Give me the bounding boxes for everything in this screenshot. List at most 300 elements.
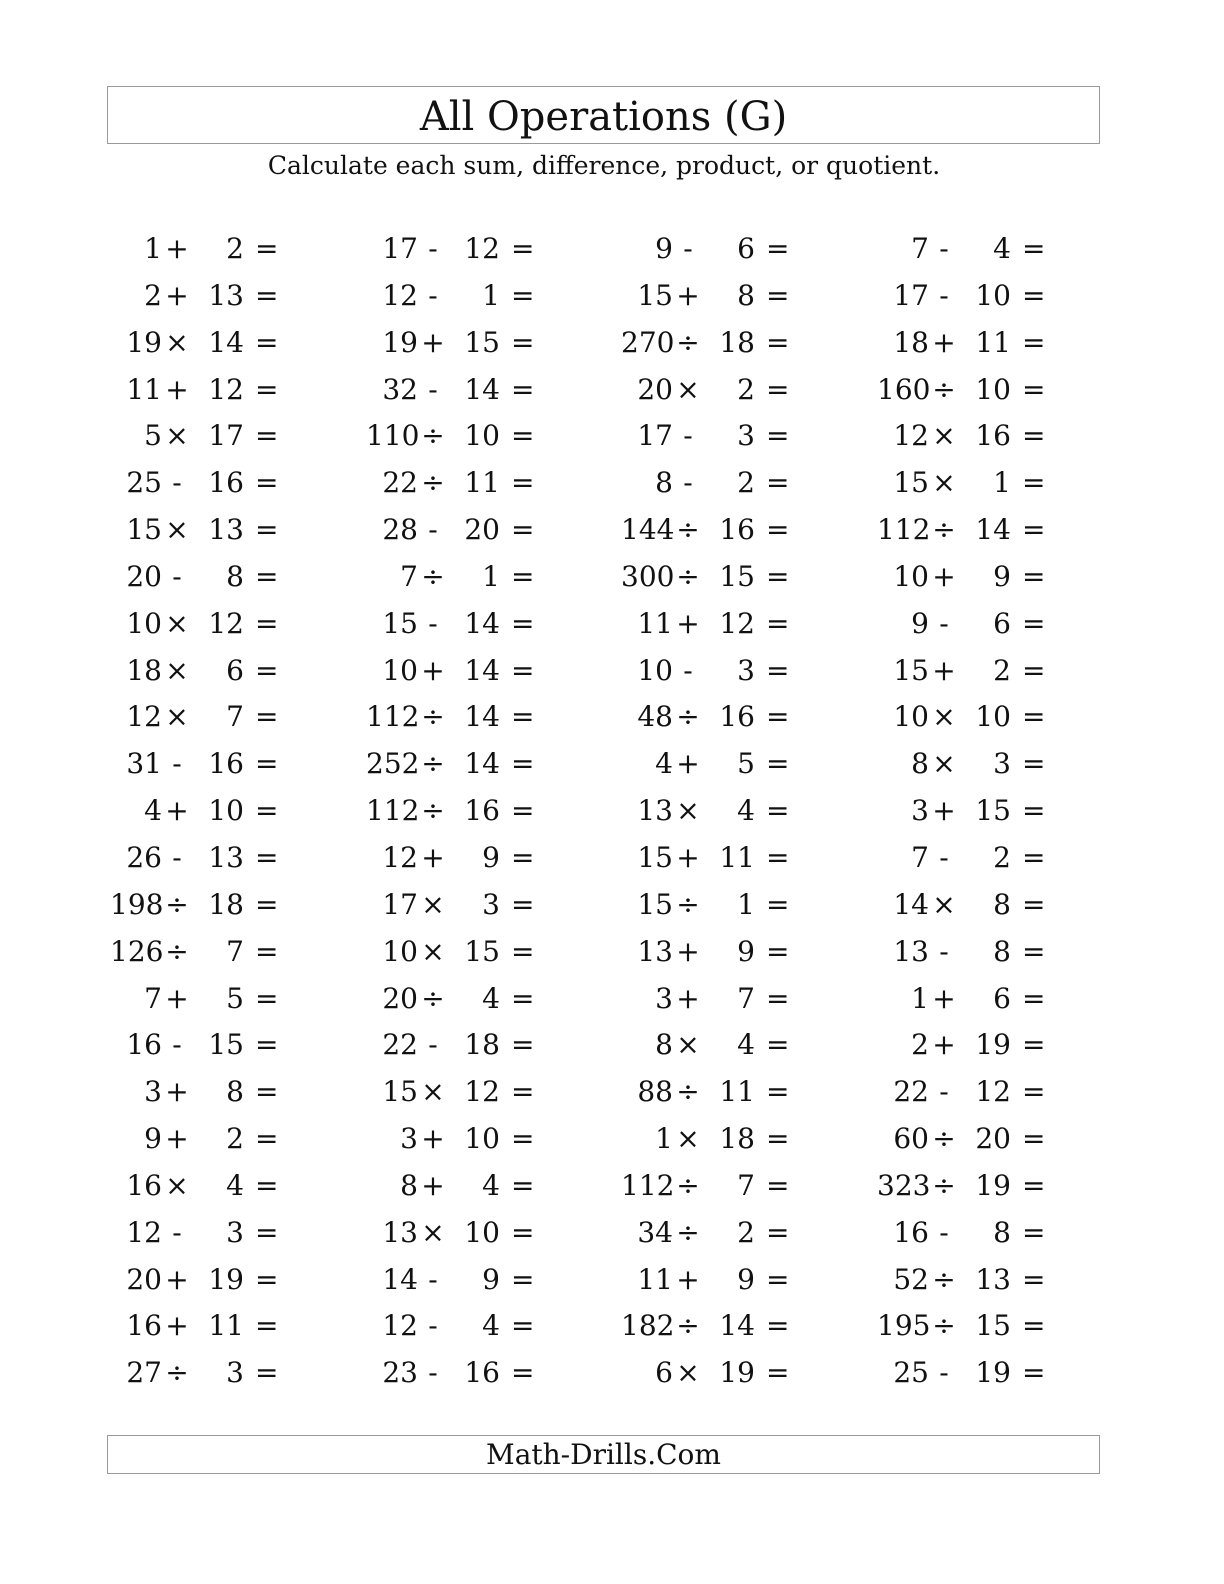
operand-b: 1 — [482, 559, 500, 593]
operator-symbol: ÷ — [676, 325, 700, 359]
equals-sign: = — [255, 1122, 279, 1156]
operator-symbol: + — [165, 981, 189, 1015]
operand-b: 15 — [464, 325, 500, 359]
operator-symbol: + — [165, 372, 189, 406]
operand-a: 20 — [126, 1262, 162, 1296]
operand-b: 9 — [737, 934, 755, 968]
operator-symbol: - — [428, 1262, 438, 1296]
operator-symbol: + — [165, 1122, 189, 1156]
operator-symbol: + — [676, 747, 700, 781]
operand-a: 270 — [621, 325, 675, 359]
operand-a: 300 — [621, 559, 675, 593]
equals-sign: = — [766, 372, 790, 406]
operand-a: 27 — [126, 1356, 162, 1390]
operator-symbol: - — [939, 1075, 949, 1109]
operand-b: 3 — [226, 1215, 244, 1249]
equals-sign: = — [511, 1168, 535, 1202]
operand-a: 198 — [110, 887, 164, 921]
operator-symbol: - — [939, 232, 949, 265]
equals-sign: = — [255, 747, 279, 781]
operand-a: 8 — [911, 747, 929, 781]
equals-sign: = — [511, 747, 535, 781]
operand-b: 14 — [975, 513, 1011, 547]
operand-b: 12 — [464, 232, 500, 265]
operator-symbol: × — [932, 747, 956, 781]
equals-sign: = — [766, 278, 790, 312]
operand-b: 18 — [719, 1122, 755, 1156]
equals-sign: = — [766, 1309, 790, 1343]
equals-sign: = — [766, 606, 790, 640]
equals-sign: = — [1022, 1075, 1046, 1109]
operand-b: 14 — [719, 1309, 755, 1343]
operand-a: 2 — [144, 278, 162, 312]
operand-b: 11 — [719, 1075, 755, 1109]
equals-sign: = — [1022, 887, 1046, 921]
operand-b: 4 — [226, 1168, 244, 1202]
equals-sign: = — [766, 1215, 790, 1249]
equals-sign: = — [1022, 1215, 1046, 1249]
operand-b: 6 — [993, 606, 1011, 640]
operand-a: 7 — [400, 559, 418, 593]
operand-a: 10 — [637, 653, 673, 687]
operand-b: 4 — [737, 1028, 755, 1062]
operator-symbol: + — [932, 1028, 956, 1062]
operand-b: 5 — [737, 747, 755, 781]
operator-symbol: ÷ — [676, 887, 700, 921]
operator-symbol: × — [932, 700, 956, 734]
operator-symbol: × — [421, 1075, 445, 1109]
operand-b: 8 — [737, 278, 755, 312]
equals-sign: = — [255, 325, 279, 359]
operator-symbol: × — [421, 934, 445, 968]
operator-symbol: ÷ — [676, 700, 700, 734]
operator-symbol: + — [165, 278, 189, 312]
operand-b: 19 — [208, 1262, 244, 1296]
operand-a: 17 — [893, 278, 929, 312]
equals-sign: = — [766, 887, 790, 921]
operand-b: 4 — [737, 794, 755, 828]
operand-a: 25 — [893, 1356, 929, 1390]
operand-b: 9 — [737, 1262, 755, 1296]
equals-sign: = — [766, 513, 790, 547]
operand-b: 16 — [464, 794, 500, 828]
operator-symbol: + — [676, 278, 700, 312]
operand-a: 15 — [382, 1075, 418, 1109]
operand-b: 8 — [226, 559, 244, 593]
operator-symbol: ÷ — [932, 1309, 956, 1343]
operand-a: 17 — [382, 887, 418, 921]
equals-sign: = — [255, 513, 279, 547]
operand-a: 9 — [655, 232, 673, 265]
operator-symbol: × — [932, 419, 956, 453]
equals-sign: = — [1022, 419, 1046, 453]
operand-b: 16 — [464, 1356, 500, 1390]
operator-symbol: - — [172, 747, 182, 781]
equals-sign: = — [255, 1309, 279, 1343]
operator-symbol: - — [172, 1215, 182, 1249]
operator-symbol: × — [165, 700, 189, 734]
operand-b: 15 — [975, 794, 1011, 828]
operand-a: 112 — [366, 794, 420, 828]
operator-symbol: ÷ — [932, 1262, 956, 1296]
operand-b: 8 — [226, 1075, 244, 1109]
operator-symbol: × — [165, 653, 189, 687]
operand-b: 16 — [208, 747, 244, 781]
equals-sign: = — [255, 232, 279, 265]
equals-sign: = — [511, 559, 535, 593]
operand-a: 195 — [877, 1309, 931, 1343]
equals-sign: = — [255, 1215, 279, 1249]
equals-sign: = — [1022, 1168, 1046, 1202]
equals-sign: = — [511, 606, 535, 640]
equals-sign: = — [511, 794, 535, 828]
operand-b: 13 — [975, 1262, 1011, 1296]
operator-symbol: ÷ — [676, 1168, 700, 1202]
operator-symbol: - — [939, 278, 949, 312]
equals-sign: = — [766, 232, 790, 265]
operand-b: 2 — [993, 840, 1011, 874]
equals-sign: = — [255, 1356, 279, 1390]
equals-sign: = — [255, 1168, 279, 1202]
operand-b: 5 — [226, 981, 244, 1015]
operand-b: 14 — [464, 747, 500, 781]
operator-symbol: + — [676, 934, 700, 968]
operator-symbol: ÷ — [421, 466, 445, 500]
operator-symbol: - — [172, 466, 182, 500]
operand-a: 11 — [126, 372, 162, 406]
equals-sign: = — [1022, 747, 1046, 781]
operand-a: 4 — [144, 794, 162, 828]
operand-a: 160 — [877, 372, 931, 406]
equals-sign: = — [511, 1075, 535, 1109]
operator-symbol: ÷ — [932, 1168, 956, 1202]
operator-symbol: + — [676, 840, 700, 874]
operand-b: 16 — [208, 466, 244, 500]
operand-b: 15 — [975, 1309, 1011, 1343]
equals-sign: = — [766, 1075, 790, 1109]
equals-sign: = — [511, 372, 535, 406]
equals-sign: = — [1022, 794, 1046, 828]
equals-sign: = — [1022, 1262, 1046, 1296]
operator-symbol: ÷ — [421, 700, 445, 734]
operand-a: 15 — [637, 887, 673, 921]
operator-symbol: ÷ — [932, 513, 956, 547]
operand-a: 22 — [382, 1028, 418, 1062]
operator-symbol: × — [165, 419, 189, 453]
operator-symbol: ÷ — [932, 372, 956, 406]
operator-symbol: - — [172, 1028, 182, 1062]
operand-b: 19 — [719, 1356, 755, 1390]
operator-symbol: - — [683, 419, 693, 453]
equals-sign: = — [255, 934, 279, 968]
operand-a: 5 — [144, 419, 162, 453]
equals-sign: = — [1022, 559, 1046, 593]
operand-a: 15 — [637, 278, 673, 312]
operator-symbol: + — [932, 653, 956, 687]
operand-b: 9 — [482, 840, 500, 874]
equals-sign: = — [255, 840, 279, 874]
operator-symbol: - — [428, 232, 438, 265]
operand-b: 15 — [719, 559, 755, 593]
operator-symbol: × — [676, 1122, 700, 1156]
operand-a: 15 — [382, 606, 418, 640]
operand-a: 17 — [382, 232, 418, 265]
operand-a: 8 — [400, 1168, 418, 1202]
equals-sign: = — [255, 372, 279, 406]
operand-a: 25 — [126, 466, 162, 500]
operator-symbol: - — [428, 1309, 438, 1343]
equals-sign: = — [511, 513, 535, 547]
operand-a: 13 — [637, 794, 673, 828]
equals-sign: = — [766, 1028, 790, 1062]
operand-b: 18 — [464, 1028, 500, 1062]
operand-a: 14 — [893, 887, 929, 921]
operand-a: 18 — [893, 325, 929, 359]
operand-b: 3 — [226, 1356, 244, 1390]
operand-a: 9 — [911, 606, 929, 640]
operand-b: 16 — [975, 419, 1011, 453]
operand-a: 16 — [893, 1215, 929, 1249]
operand-b: 20 — [975, 1122, 1011, 1156]
equals-sign: = — [511, 1356, 535, 1390]
operator-symbol: - — [428, 372, 438, 406]
operand-b: 3 — [737, 653, 755, 687]
operand-a: 182 — [621, 1309, 675, 1343]
operand-a: 2 — [911, 1028, 929, 1062]
operator-symbol: + — [676, 1262, 700, 1296]
operand-a: 23 — [382, 1356, 418, 1390]
page-title: All Operations (G) — [419, 94, 788, 140]
operand-a: 12 — [382, 840, 418, 874]
operator-symbol: × — [932, 466, 956, 500]
operand-a: 323 — [877, 1168, 931, 1202]
operand-a: 14 — [382, 1262, 418, 1296]
operand-b: 2 — [737, 466, 755, 500]
operand-a: 34 — [637, 1215, 673, 1249]
equals-sign: = — [511, 1122, 535, 1156]
equals-sign: = — [1022, 981, 1046, 1015]
operand-a: 252 — [366, 747, 420, 781]
operand-a: 28 — [382, 513, 418, 547]
equals-sign: = — [1022, 653, 1046, 687]
operand-b: 10 — [975, 372, 1011, 406]
operand-b: 15 — [208, 1028, 244, 1062]
operand-a: 9 — [144, 1122, 162, 1156]
operand-b: 19 — [975, 1356, 1011, 1390]
operator-symbol: - — [939, 1215, 949, 1249]
operand-b: 19 — [975, 1168, 1011, 1202]
operand-b: 12 — [975, 1075, 1011, 1109]
equals-sign: = — [766, 466, 790, 500]
operator-symbol: + — [676, 981, 700, 1015]
equals-sign: = — [1022, 372, 1046, 406]
operand-b: 10 — [975, 278, 1011, 312]
operand-a: 112 — [877, 513, 931, 547]
equals-sign: = — [511, 325, 535, 359]
operator-symbol: ÷ — [676, 1075, 700, 1109]
operator-symbol: × — [421, 1215, 445, 1249]
operator-symbol: ÷ — [421, 419, 445, 453]
operator-symbol: + — [165, 1309, 189, 1343]
operand-a: 16 — [126, 1168, 162, 1202]
operand-b: 12 — [719, 606, 755, 640]
equals-sign: = — [255, 606, 279, 640]
operator-symbol: + — [676, 606, 700, 640]
operator-symbol: ÷ — [676, 559, 700, 593]
operator-symbol: ÷ — [932, 1122, 956, 1156]
operand-a: 126 — [110, 934, 164, 968]
operand-b: 14 — [464, 700, 500, 734]
operand-b: 19 — [975, 1028, 1011, 1062]
operator-symbol: × — [676, 794, 700, 828]
operator-symbol: × — [165, 325, 189, 359]
operand-a: 7 — [911, 232, 929, 265]
operand-b: 13 — [208, 513, 244, 547]
operand-b: 1 — [737, 887, 755, 921]
operator-symbol: × — [165, 513, 189, 547]
equals-sign: = — [766, 934, 790, 968]
equals-sign: = — [766, 325, 790, 359]
equals-sign: = — [255, 559, 279, 593]
operand-b: 4 — [482, 1168, 500, 1202]
equals-sign: = — [511, 419, 535, 453]
equals-sign: = — [1022, 1309, 1046, 1343]
operand-a: 15 — [126, 513, 162, 547]
operand-a: 15 — [637, 840, 673, 874]
operand-b: 16 — [719, 513, 755, 547]
footer-text: Math-Drills.Com — [486, 1437, 721, 1471]
equals-sign: = — [255, 1028, 279, 1062]
equals-sign: = — [766, 1262, 790, 1296]
operand-b: 15 — [464, 934, 500, 968]
operand-a: 1 — [144, 232, 162, 265]
operator-symbol: - — [939, 840, 949, 874]
equals-sign: = — [1022, 513, 1046, 547]
operand-b: 1 — [993, 466, 1011, 500]
operand-b: 12 — [208, 372, 244, 406]
operand-a: 13 — [637, 934, 673, 968]
equals-sign: = — [1022, 278, 1046, 312]
equals-sign: = — [255, 278, 279, 312]
operator-symbol: - — [939, 1356, 949, 1390]
operand-a: 20 — [126, 559, 162, 593]
operand-a: 4 — [655, 747, 673, 781]
operator-symbol: + — [165, 1075, 189, 1109]
operator-symbol: - — [939, 606, 949, 640]
equals-sign: = — [766, 1168, 790, 1202]
operand-b: 8 — [993, 934, 1011, 968]
operator-symbol: ÷ — [421, 747, 445, 781]
operand-b: 9 — [993, 559, 1011, 593]
equals-sign: = — [511, 278, 535, 312]
operator-symbol: - — [683, 232, 693, 265]
equals-sign: = — [1022, 934, 1046, 968]
equals-sign: = — [1022, 700, 1046, 734]
operand-a: 88 — [637, 1075, 673, 1109]
operand-a: 6 — [655, 1356, 673, 1390]
operator-symbol: + — [165, 1262, 189, 1296]
operator-symbol: ÷ — [165, 1356, 189, 1390]
operand-a: 10 — [382, 934, 418, 968]
equals-sign: = — [766, 840, 790, 874]
operand-b: 14 — [464, 372, 500, 406]
equals-sign: = — [511, 232, 535, 265]
equals-sign: = — [511, 887, 535, 921]
operand-b: 7 — [226, 934, 244, 968]
operand-b: 3 — [737, 419, 755, 453]
equals-sign: = — [511, 1262, 535, 1296]
operator-symbol: × — [932, 887, 956, 921]
operand-b: 11 — [719, 840, 755, 874]
equals-sign: = — [511, 840, 535, 874]
operator-symbol: ÷ — [676, 1309, 700, 1343]
equals-sign: = — [766, 419, 790, 453]
operand-a: 110 — [366, 419, 420, 453]
operand-a: 112 — [366, 700, 420, 734]
operator-symbol: - — [428, 513, 438, 547]
equals-sign: = — [1022, 1028, 1046, 1062]
operand-a: 1 — [655, 1122, 673, 1156]
operand-b: 2 — [737, 372, 755, 406]
operator-symbol: + — [421, 1168, 445, 1202]
operator-symbol: - — [172, 840, 182, 874]
operand-a: 144 — [621, 513, 675, 547]
operand-a: 112 — [621, 1168, 675, 1202]
operator-symbol: ÷ — [676, 1215, 700, 1249]
operand-b: 6 — [993, 981, 1011, 1015]
operand-b: 1 — [482, 278, 500, 312]
operator-symbol: ÷ — [421, 794, 445, 828]
equals-sign: = — [766, 747, 790, 781]
operator-symbol: × — [676, 1356, 700, 1390]
operator-symbol: - — [428, 606, 438, 640]
operator-symbol: ÷ — [165, 887, 189, 921]
operand-b: 14 — [464, 653, 500, 687]
operand-a: 20 — [382, 981, 418, 1015]
operator-symbol: + — [932, 981, 956, 1015]
equals-sign: = — [255, 794, 279, 828]
operator-symbol: + — [421, 325, 445, 359]
operand-a: 16 — [126, 1028, 162, 1062]
operand-a: 11 — [637, 1262, 673, 1296]
equals-sign: = — [1022, 1122, 1046, 1156]
operator-symbol: × — [165, 1168, 189, 1202]
operand-a: 16 — [126, 1309, 162, 1343]
operand-a: 19 — [382, 325, 418, 359]
operand-b: 2 — [993, 653, 1011, 687]
equals-sign: = — [511, 934, 535, 968]
operand-a: 18 — [126, 653, 162, 687]
operand-a: 12 — [126, 700, 162, 734]
operator-symbol: + — [421, 1122, 445, 1156]
operand-a: 3 — [144, 1075, 162, 1109]
equals-sign: = — [1022, 1356, 1046, 1390]
operator-symbol: - — [172, 559, 182, 593]
operator-symbol: - — [428, 1028, 438, 1062]
operand-a: 31 — [126, 747, 162, 781]
equals-sign: = — [1022, 840, 1046, 874]
operator-symbol: - — [939, 934, 949, 968]
operand-b: 6 — [737, 232, 755, 265]
equals-sign: = — [766, 653, 790, 687]
equals-sign: = — [511, 1309, 535, 1343]
title-box — [107, 86, 1100, 144]
operand-a: 48 — [637, 700, 673, 734]
equals-sign: = — [511, 981, 535, 1015]
operator-symbol: + — [421, 653, 445, 687]
operand-b: 10 — [464, 419, 500, 453]
operand-a: 10 — [893, 700, 929, 734]
